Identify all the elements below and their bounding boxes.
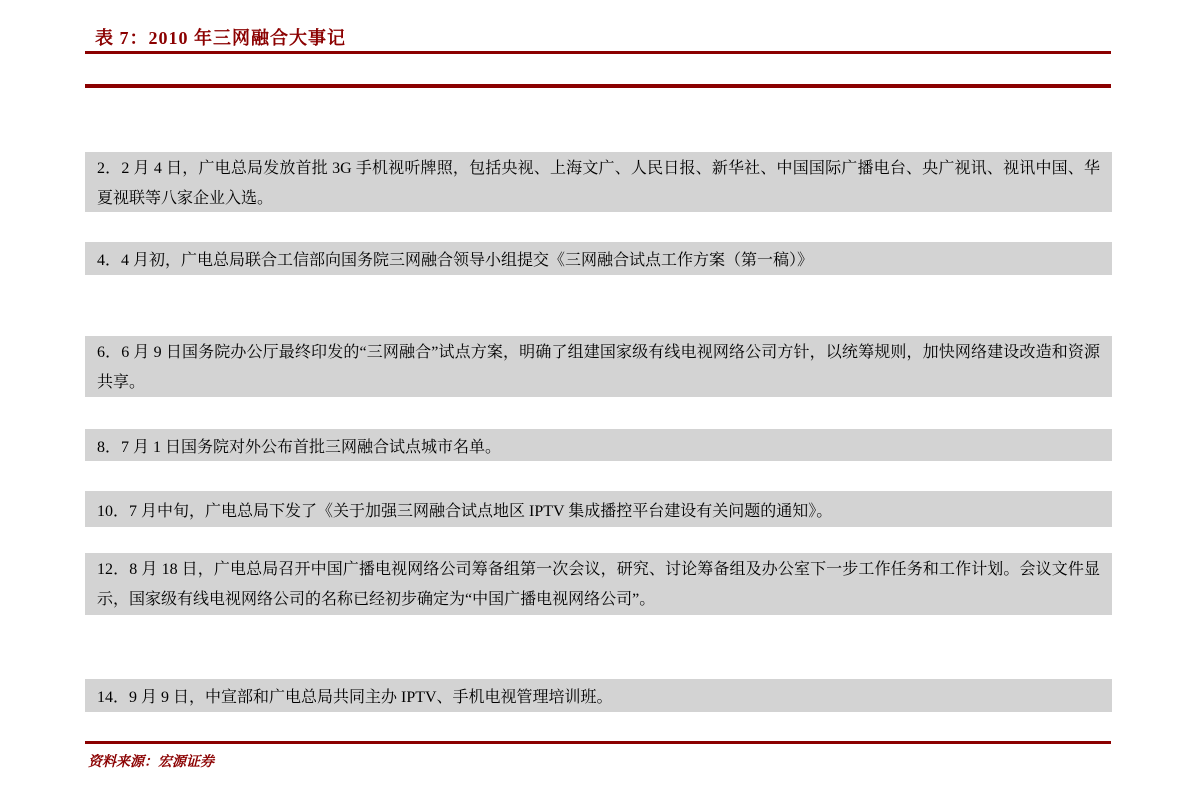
table-title: 表 7：2010 年三网融合大事记: [95, 28, 346, 48]
data-source-label: 资料来源：宏源证券: [88, 755, 214, 770]
table-row: [85, 152, 1112, 212]
table-row-text: 8．7 月 1 日国务院对外公布首批三网融合试点城市名单。: [97, 438, 502, 456]
table-row-text: 6．6 月 9 日国务院办公厅最终印发的“三网融合”试点方案，明确了组建国家级有线电视网络公司方针，以统筹规则，加快网络建设改造和资源共享。: [97, 344, 1100, 391]
table-row-text: 2．2 月 4 日，广电总局发放首批 3G 手机视听牌照，包括央视、上海文广、人民日报、新华社、中国国际广播电台、央广视讯、视讯中国、华夏视联等八家企业入选。: [97, 160, 1100, 207]
table-row: [85, 491, 1112, 527]
table-row: [85, 679, 1112, 712]
table-bottom-border-rule: [85, 741, 1111, 744]
table-row-text: 14．9 月 9 日，中宣部和广电总局共同主办 IPTV、手机电视管理培训班。: [97, 689, 613, 706]
table-row: [85, 336, 1112, 397]
title-underline-rule: [85, 51, 1111, 54]
table-top-border-rule: [85, 84, 1111, 88]
table-row-text: 10．7 月中旬，广电总局下发了《关于加强三网融合试点地区 IPTV 集成播控平台建设有关问题的通知》。: [97, 502, 833, 520]
table-row-text: 12．8 月 18 日，广电总局召开中国广播电视网络公司筹备组第一次会议，研究、讨论筹备组及办公室下一步工作任务和工作计划。会议文件显示，国家级有线电视网络公司的名称已经初步确定为“中国广播电视网络公司”。: [97, 561, 1100, 608]
table-row-text: 4．4 月初，广电总局联合工信部向国务院三网融合领导小组提交《三网融合试点工作方案（第一稿）》: [97, 252, 814, 269]
table-row: [85, 242, 1112, 275]
table-row: [85, 553, 1112, 615]
table-row: [85, 429, 1112, 461]
